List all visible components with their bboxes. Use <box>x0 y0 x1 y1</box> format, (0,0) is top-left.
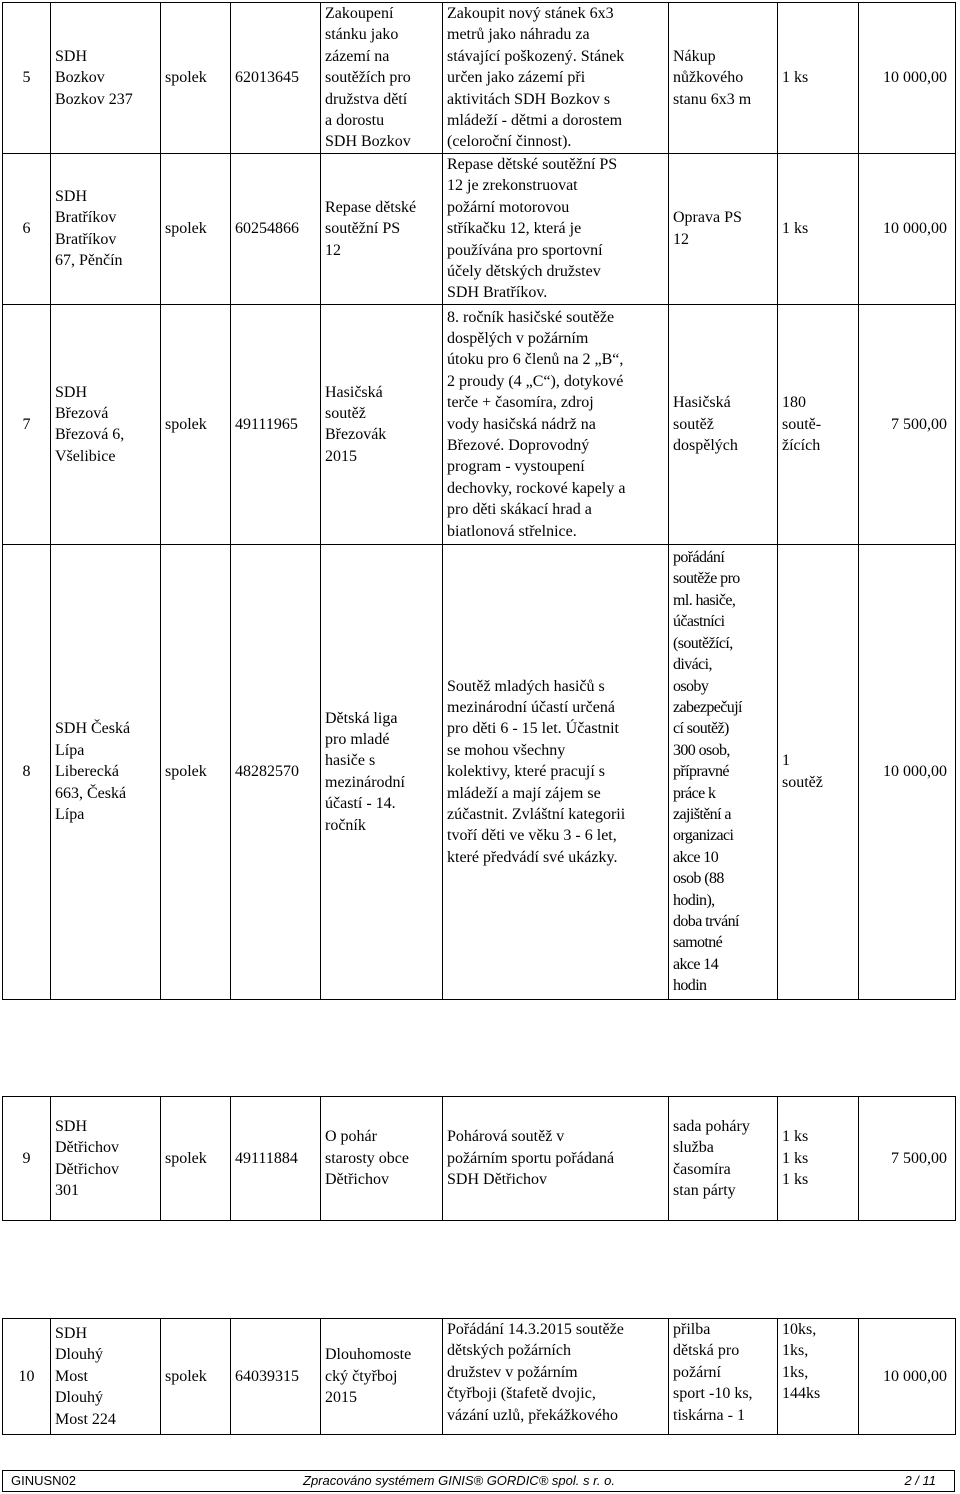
ico-number: 62013645 <box>231 3 321 154</box>
ico-number: 64039315 <box>231 1319 321 1435</box>
project-description: 8. ročník hasičské soutěže dospělých v požárním útoku pro 6 členů na 2 „B“, 2 proudy (4 „C“), dotykové terče + časomíra, zdroj vody hasičská nádrž na Březové. Doprovodný program - vystoupení dechovky, rockové kapely a pro děti skákací hrad a biatlonová střelnice. <box>443 304 669 544</box>
row-number: 6 <box>3 153 51 304</box>
project-description: Soutěž mladých hasičů s mezinárodní účastí určená pro děti 6 - 15 let. Účastnit se mohou všechny kolektivy, které pracují s mládeží a mají zájem se zúčastnit. Zvláštní kategorii tvoří děti ve věku 3 - 6 let, které předvádí své ukázky. <box>443 544 669 999</box>
legal-form: spolek <box>161 1097 231 1221</box>
ico-number: 60254866 <box>231 153 321 304</box>
ico-number: 49111965 <box>231 304 321 544</box>
legal-form: spolek <box>161 3 231 154</box>
amount: 7 500,00 <box>859 304 956 544</box>
quantity: 1 soutěž <box>778 544 859 999</box>
funded-item: Hasičská soutěž dospělých <box>669 304 778 544</box>
grants-table-top <box>2 2 956 1000</box>
quantity: 180 soutě- žících <box>778 304 859 544</box>
system-note: Zpracováno systémem GINIS® GORDIC® spol. s r. o. <box>303 1473 615 1488</box>
document-code: GINUSN02 <box>11 1473 77 1488</box>
project-title: Dětská liga pro mladé hasiče s mezinárodní účastí - 14. ročník <box>321 544 443 999</box>
legal-form: spolek <box>161 1319 231 1435</box>
table-row <box>3 1097 956 1221</box>
project-description: Zakoupit nový stánek 6x3 metrů jako náhradu za stávající poškozený. Stánek určen jako zázemí při aktivitách SDH Bozkov s mládeží - dětmi a dorostem (celoroční činnost). <box>443 3 669 154</box>
project-description: Repase dětské soutěžní PS 12 je zrekonstruovat požární motorovou stříkačku 12, která je používána pro sportovní účely dětských družstev SDH Bratříkov. <box>443 153 669 304</box>
quantity: 1 ks 1 ks 1 ks <box>778 1097 859 1221</box>
applicant-name: SDH Dlouhý Most Dlouhý Most 224 <box>51 1319 161 1435</box>
row-number: 10 <box>3 1319 51 1435</box>
row-number: 7 <box>3 304 51 544</box>
legal-form: spolek <box>161 153 231 304</box>
project-title: O pohár starosty obce Dětřichov <box>321 1097 443 1221</box>
funded-item: pořádání soutěže pro ml. hasiče, účastníci (soutěžící, diváci, osoby zabezpečují cí soutěž) 300 osob, přípravné práce k zajištění a organizaci akce 10 osob (88 hodin), doba trvání samotné akce 14 hodin <box>669 544 778 999</box>
table-row <box>3 544 956 999</box>
applicant-name: SDH Bozkov Bozkov 237 <box>51 3 161 154</box>
legal-form: spolek <box>161 304 231 544</box>
amount: 10 000,00 <box>859 3 956 154</box>
grants-table-row-9 <box>2 1096 956 1221</box>
funded-item: přilba dětská pro požární sport -10 ks, tiskárna - 1 <box>669 1319 778 1435</box>
project-description: Pořádání 14.3.2015 soutěže dětských požárních družstev v požárním čtyřboji (štafetě dvojic, vázání uzlů, překážkového <box>443 1319 669 1435</box>
row-number: 5 <box>3 3 51 154</box>
funded-item: sada poháry služba časomíra stan párty <box>669 1097 778 1221</box>
quantity: 1 ks <box>778 3 859 154</box>
amount: 10 000,00 <box>859 153 956 304</box>
funded-item: Oprava PS 12 <box>669 153 778 304</box>
project-title: Dlouhomoste cký čtyřboj 2015 <box>321 1319 443 1435</box>
quantity: 1 ks <box>778 153 859 304</box>
amount: 7 500,00 <box>859 1097 956 1221</box>
table-row <box>3 153 956 304</box>
grants-table-row-10 <box>2 1318 956 1435</box>
row-number: 8 <box>3 544 51 999</box>
amount: 10 000,00 <box>859 544 956 999</box>
ico-number: 48282570 <box>231 544 321 999</box>
quantity: 10ks, 1ks, 1ks, 144ks <box>778 1319 859 1435</box>
table-row <box>3 304 956 544</box>
project-description: Pohárová soutěž v požárním sportu pořádaná SDH Dětřichov <box>443 1097 669 1221</box>
project-title: Hasičská soutěž Březovák 2015 <box>321 304 443 544</box>
applicant-name: SDH Bratříkov Bratříkov 67, Pěnčín <box>51 153 161 304</box>
page-number: 2 / 11 <box>904 1473 936 1488</box>
page-footer <box>2 1470 955 1492</box>
table-row <box>3 3 956 154</box>
amount: 10 000,00 <box>859 1319 956 1435</box>
ico-number: 49111884 <box>231 1097 321 1221</box>
applicant-name: SDH Česká Lípa Liberecká 663, Česká Lípa <box>51 544 161 999</box>
table-row <box>3 1319 956 1435</box>
project-title: Zakoupení stánku jako zázemí na soutěžích pro družstva dětí a dorostu SDH Bozkov <box>321 3 443 154</box>
project-title: Repase dětské soutěžní PS 12 <box>321 153 443 304</box>
row-number: 9 <box>3 1097 51 1221</box>
funded-item: Nákup nůžkového stanu 6x3 m <box>669 3 778 154</box>
applicant-name: SDH Březová Březová 6, Všelibice <box>51 304 161 544</box>
legal-form: spolek <box>161 544 231 999</box>
applicant-name: SDH Dětřichov Dětřichov 301 <box>51 1097 161 1221</box>
